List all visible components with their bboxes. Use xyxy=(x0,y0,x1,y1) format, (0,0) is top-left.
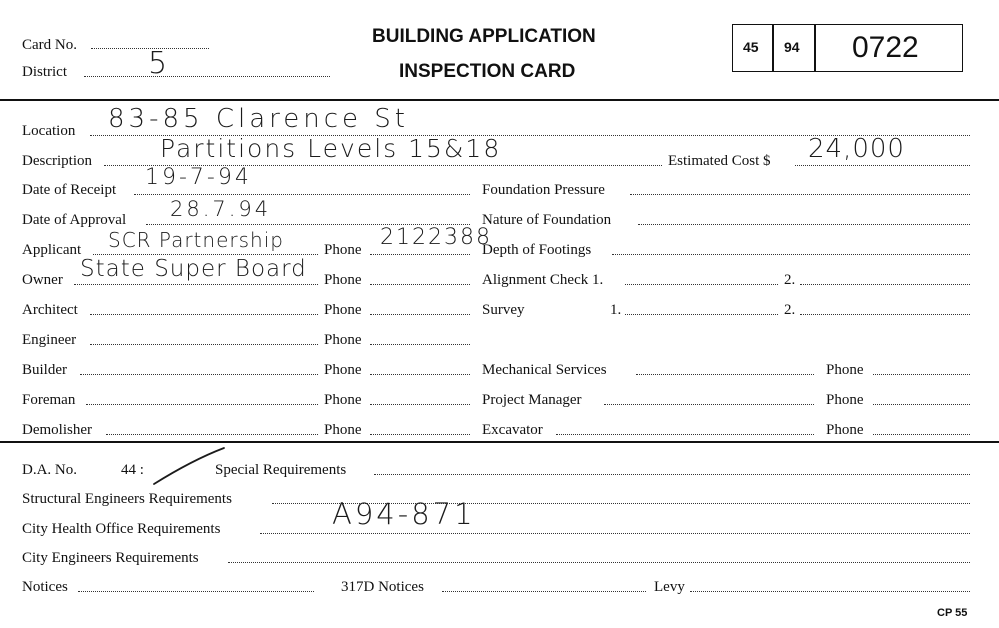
architect-phone-label: Phone xyxy=(324,302,362,318)
district-field[interactable] xyxy=(84,76,330,77)
date-receipt-label: Date of Receipt xyxy=(22,182,117,198)
depth-footings-field[interactable] xyxy=(612,254,970,255)
date-receipt-field[interactable] xyxy=(134,194,470,195)
notices-317d-label: 317D Notices xyxy=(341,579,424,595)
mechanical-services-label: Mechanical Services xyxy=(482,362,607,378)
city-engineers-field[interactable] xyxy=(228,562,970,563)
location-label: Location xyxy=(22,123,76,139)
card-number-box xyxy=(814,24,963,72)
nature-foundation-field[interactable] xyxy=(638,224,970,225)
estimated-cost-value: 24,000 xyxy=(808,134,905,164)
demolisher-phone-label: Phone xyxy=(324,422,362,438)
demolisher-label: Demolisher xyxy=(22,422,92,438)
survey-label: Survey xyxy=(482,302,525,318)
header-divider xyxy=(0,99,999,101)
survey-2-label: 2. xyxy=(784,302,796,318)
card-number: 0722 xyxy=(852,31,919,64)
alignment-check-1-field[interactable] xyxy=(625,284,778,285)
description-value: Partitions Levels 15&18 xyxy=(160,134,502,163)
owner-value: State Super Board xyxy=(80,256,307,282)
foreman-field[interactable] xyxy=(86,404,318,405)
builder-label: Builder xyxy=(22,362,67,378)
mechanical-phone-label: Phone xyxy=(826,362,864,378)
foundation-pressure-label: Foundation Pressure xyxy=(482,182,605,198)
excavator-field[interactable] xyxy=(556,434,814,435)
date-approval-label: Date of Approval xyxy=(22,212,127,228)
project-manager-label: Project Manager xyxy=(482,392,582,408)
title-line-1: BUILDING APPLICATION xyxy=(372,26,596,47)
city-health-field[interactable] xyxy=(260,533,970,534)
date-receipt-value: 19-7-94 xyxy=(145,165,252,190)
nature-foundation-label: Nature of Foundation xyxy=(482,212,612,228)
architect-field[interactable] xyxy=(90,314,318,315)
engineer-phone-field[interactable] xyxy=(370,344,470,345)
date-approval-value: 28.7.94 xyxy=(170,197,272,221)
description-label: Description xyxy=(22,153,92,169)
form-code: CP 55 xyxy=(937,607,968,619)
city-engineers-label: City Engineers Requirements xyxy=(22,550,199,566)
foreman-phone-field[interactable] xyxy=(370,404,470,405)
applicant-phone-field[interactable] xyxy=(370,254,470,255)
owner-phone-label: Phone xyxy=(324,272,362,288)
owner-field[interactable] xyxy=(74,284,318,285)
engineer-label: Engineer xyxy=(22,332,77,348)
levy-field[interactable] xyxy=(690,591,970,592)
mechanical-services-field[interactable] xyxy=(636,374,814,375)
estimated-cost-label: Estimated Cost $ xyxy=(668,153,771,169)
structural-engineers-label: Structural Engineers Requirements xyxy=(22,491,232,507)
special-requirements-field[interactable] xyxy=(374,474,970,475)
owner-phone-field[interactable] xyxy=(370,284,470,285)
notices-field[interactable] xyxy=(78,591,314,592)
district-label: District xyxy=(22,64,67,80)
notices-317d-field[interactable] xyxy=(442,591,646,592)
engineer-field[interactable] xyxy=(90,344,318,345)
demolisher-phone-field[interactable] xyxy=(370,434,470,435)
mechanical-phone-field[interactable] xyxy=(873,374,970,375)
applicant-field[interactable] xyxy=(93,254,318,255)
project-manager-field[interactable] xyxy=(604,404,814,405)
survey-1-label: 1. xyxy=(610,302,622,318)
alignment-check-label: Alignment Check 1. xyxy=(482,272,604,288)
foreman-label: Foreman xyxy=(22,392,76,408)
builder-phone-label: Phone xyxy=(324,362,362,378)
alignment-check-2-field[interactable] xyxy=(800,284,970,285)
city-health-label: City Health Office Requirements xyxy=(22,521,221,537)
da-no-label: D.A. No. xyxy=(22,462,77,478)
card-no-label: Card No. xyxy=(22,37,77,53)
builder-phone-field[interactable] xyxy=(370,374,470,375)
project-manager-phone-field[interactable] xyxy=(873,404,970,405)
owner-label: Owner xyxy=(22,272,63,288)
da-no-value: 44 : xyxy=(121,462,144,478)
special-requirements-label: Special Requirements xyxy=(215,462,347,478)
demolisher-field[interactable] xyxy=(106,434,318,435)
applicant-phone-value: 2122388 xyxy=(380,225,492,250)
city-health-value: A94-871 xyxy=(332,497,476,531)
location-value: 83-85 Clarence St xyxy=(108,104,409,134)
excavator-phone-field[interactable] xyxy=(873,434,970,435)
architect-label: Architect xyxy=(22,302,78,318)
applicant-phone-label: Phone xyxy=(324,242,362,258)
footer-divider xyxy=(0,441,999,443)
district-value: 5 xyxy=(148,46,169,81)
survey-1-field[interactable] xyxy=(625,314,778,315)
applicant-label: Applicant xyxy=(22,242,82,258)
notices-label: Notices xyxy=(22,579,68,595)
excavator-label: Excavator xyxy=(482,422,543,438)
excavator-phone-label: Phone xyxy=(826,422,864,438)
box-a: 45 xyxy=(732,24,774,72)
applicant-value: SCR Partnership xyxy=(108,228,284,252)
architect-phone-field[interactable] xyxy=(370,314,470,315)
estimated-cost-field[interactable] xyxy=(795,165,970,166)
builder-field[interactable] xyxy=(80,374,318,375)
foreman-phone-label: Phone xyxy=(324,392,362,408)
levy-label: Levy xyxy=(654,579,685,595)
survey-2-field[interactable] xyxy=(800,314,970,315)
depth-footings-label: Depth of Footings xyxy=(482,242,592,258)
alignment-check-2-label: 2. xyxy=(784,272,796,288)
engineer-phone-label: Phone xyxy=(324,332,362,348)
title-line-2: INSPECTION CARD xyxy=(399,61,576,82)
foundation-pressure-field[interactable] xyxy=(630,194,970,195)
box-b: 94 xyxy=(772,24,816,72)
project-manager-phone-label: Phone xyxy=(826,392,864,408)
